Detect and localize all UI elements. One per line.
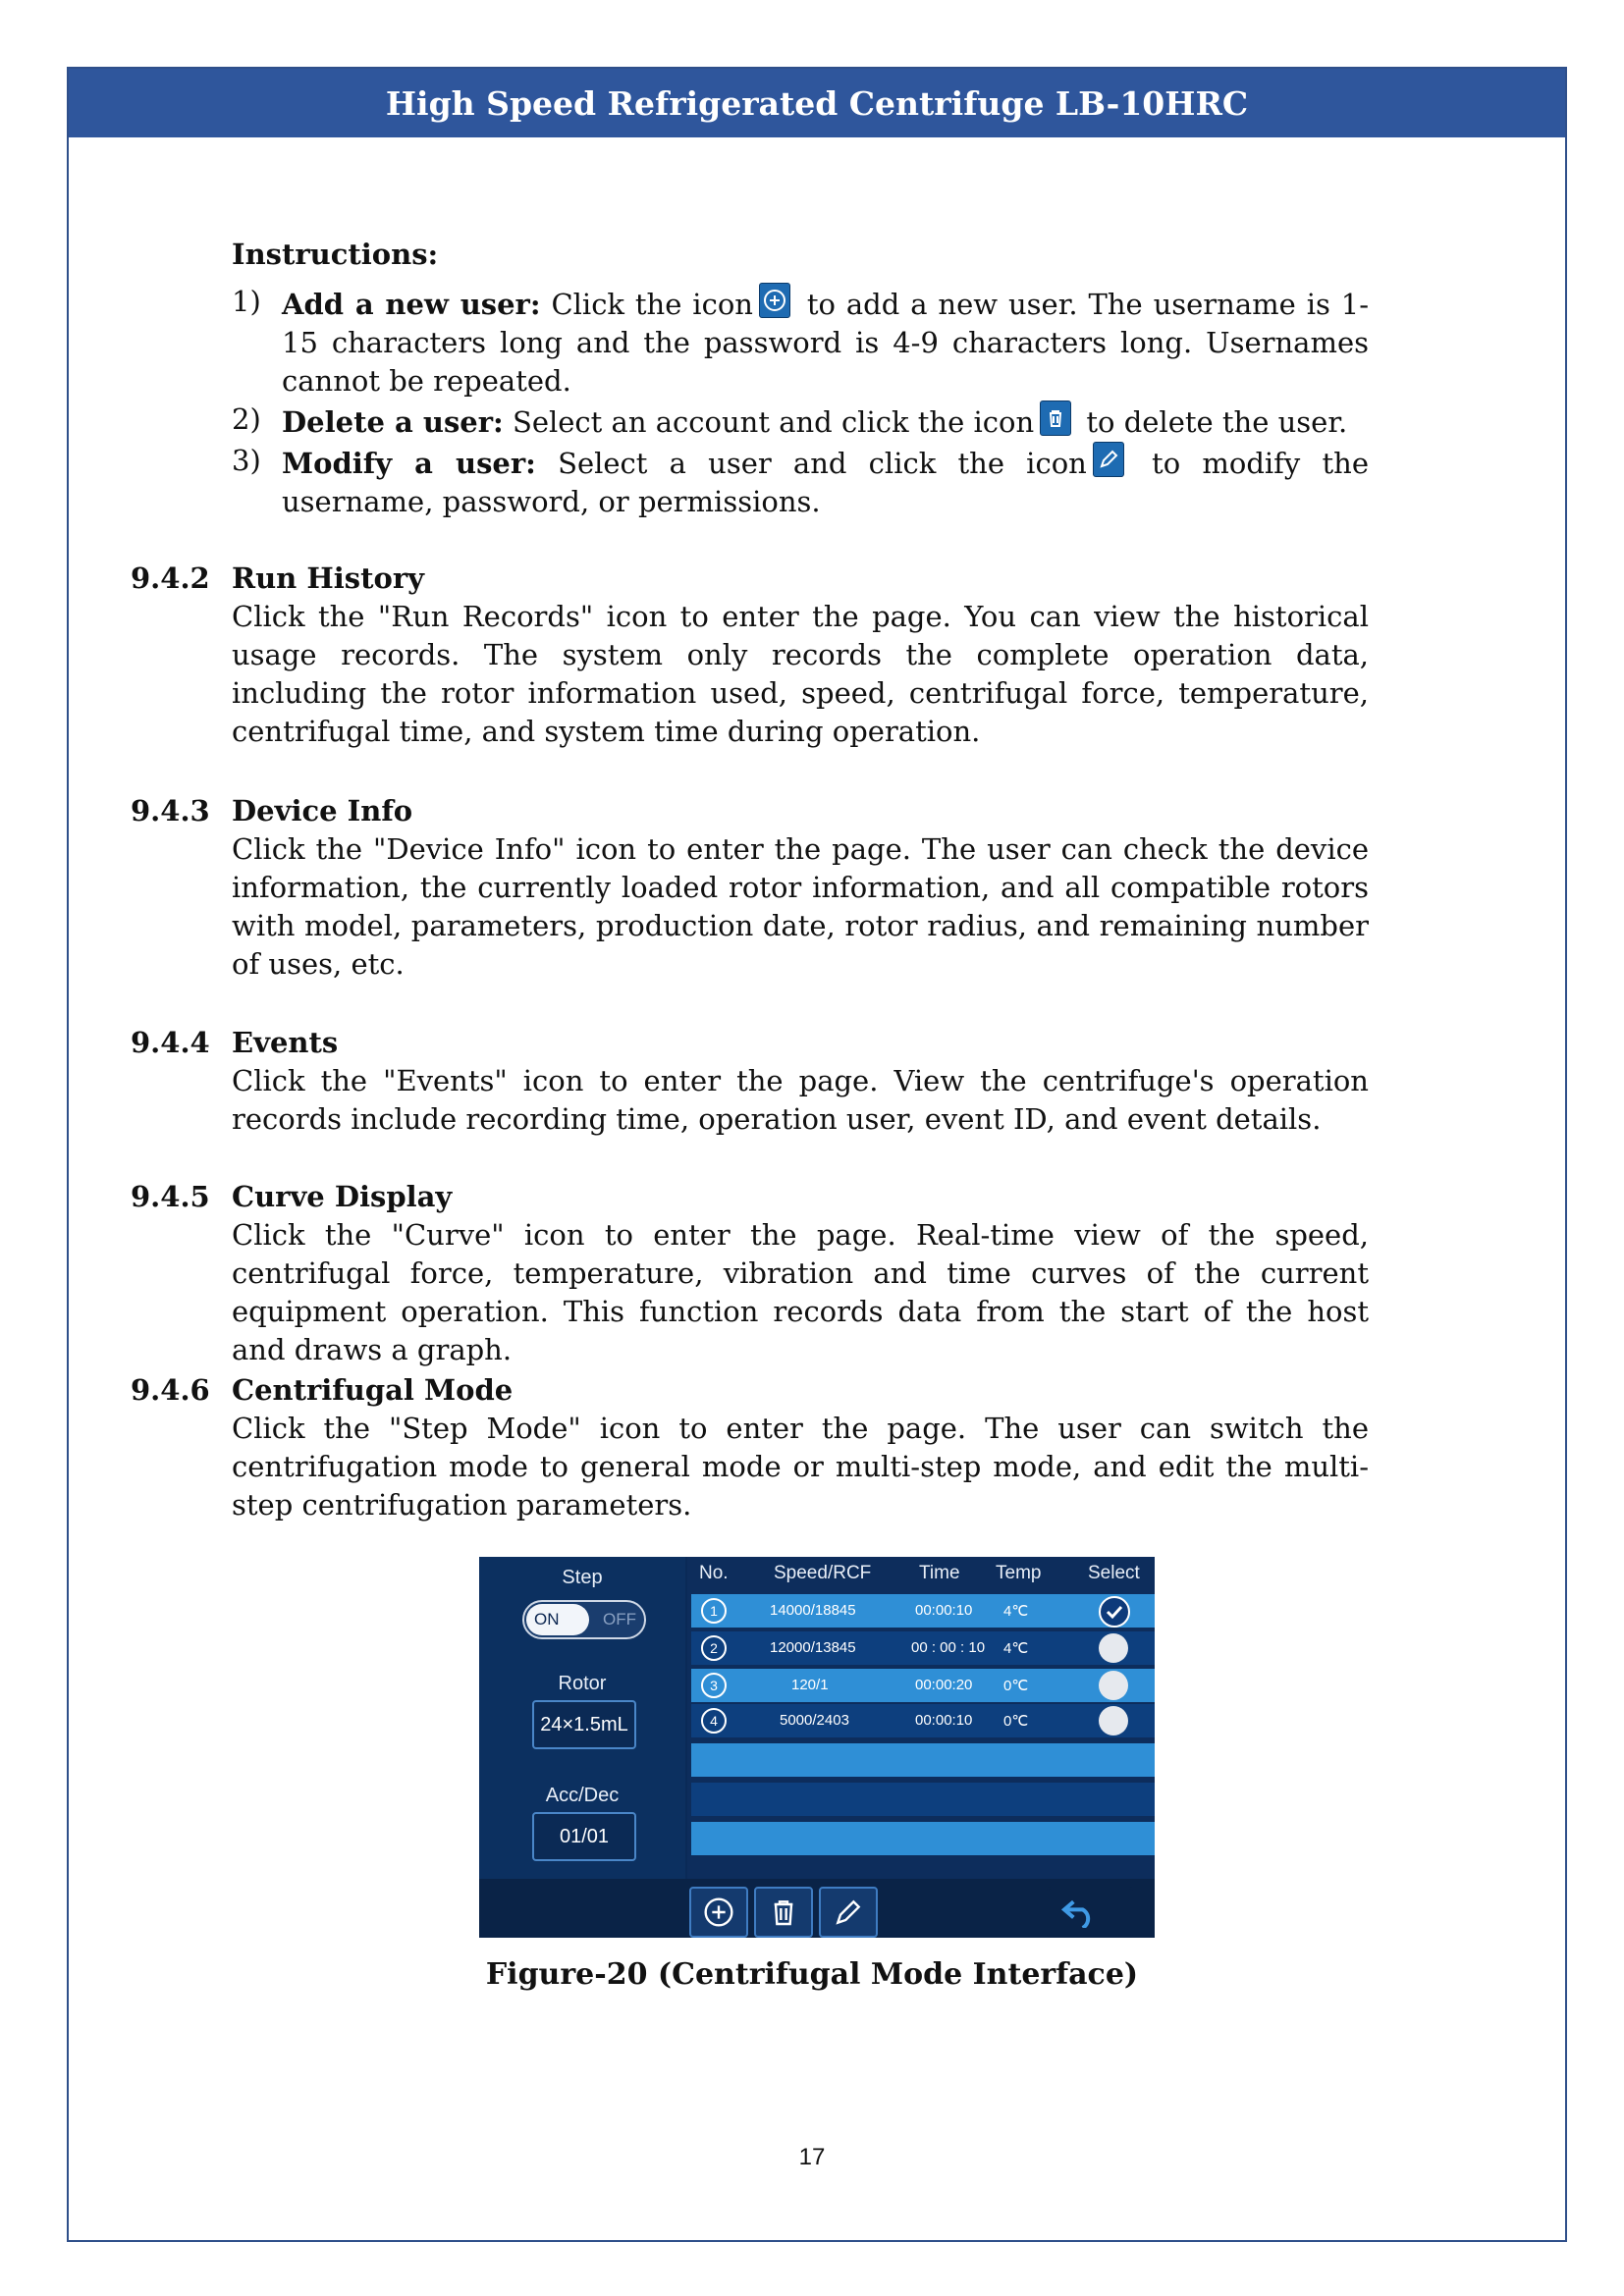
table-row[interactable]: [691, 1631, 1155, 1665]
table-row-empty: [691, 1822, 1155, 1855]
column-header: Speed/RCF: [774, 1563, 872, 1583]
undo-arrow-icon: [1060, 1896, 1100, 1928]
section-number: 9.4.2: [131, 561, 210, 595]
section-text: Click the "Device Info" icon to enter the page. The user can check the device information, the currently loaded rotor information, and all compatible rotors with model, parameters, production date, rotor radius, and remaining number of uses, etc.: [232, 832, 1369, 981]
item-pre: Click the icon: [540, 288, 753, 321]
column-header: Temp: [996, 1563, 1042, 1583]
section-number: 9.4.4: [131, 1026, 210, 1059]
row-time: 00:00:10: [915, 1602, 973, 1619]
section-text: Click the "Run Records" icon to enter the page. You can view the historical usage records. The system only records the complete operation data, including the rotor information used, speed, centrifugal force, temperature, centrifugal time, and system time during operation.: [232, 600, 1369, 748]
row-temp: 0℃: [1003, 1678, 1029, 1694]
row-temp: 4℃: [1003, 1603, 1029, 1620]
row-temp: 4℃: [1003, 1640, 1029, 1657]
toolbar: [479, 1879, 1155, 1938]
pencil-icon: [1093, 442, 1124, 477]
row-speed: 12000/13845: [770, 1639, 856, 1656]
row-time: 00 : 00 : 10: [911, 1639, 986, 1656]
back-button[interactable]: [1047, 1887, 1133, 1938]
row-number: 3: [701, 1673, 727, 1698]
column-header: Time: [919, 1563, 960, 1583]
section-title: Centrifugal Mode: [232, 1373, 514, 1407]
section-number: 9.4.3: [131, 794, 210, 828]
item-number: 1): [232, 285, 261, 318]
toggle-on-label: ON: [534, 1610, 560, 1629]
item-pre: Select a user and click the icon: [535, 447, 1087, 480]
step-settings-panel: [479, 1557, 685, 1879]
row-number: 2: [701, 1635, 727, 1661]
row-select[interactable]: [1099, 1671, 1128, 1700]
row-time: 00:00:10: [915, 1712, 973, 1729]
accdec-label: Acc/Dec: [545, 1785, 620, 1806]
row-number: 1: [701, 1598, 727, 1624]
add-circle-icon: [703, 1896, 734, 1928]
section-title: Device Info: [232, 794, 413, 828]
instruction-item-add: [232, 283, 1369, 400]
column-header: No.: [699, 1563, 729, 1583]
rotor-value-box[interactable]: 24×1.5mL: [532, 1700, 636, 1749]
item-text: [282, 442, 1369, 521]
instructions-heading: Instructions:: [232, 238, 439, 271]
accdec-value-box[interactable]: 01/01: [532, 1812, 636, 1861]
row-temp: 0℃: [1003, 1713, 1029, 1730]
row-select-checked[interactable]: [1099, 1596, 1130, 1628]
item-text: [282, 400, 1369, 442]
edit-step-button[interactable]: [819, 1887, 878, 1938]
row-number: 4: [701, 1708, 727, 1734]
delete-step-button[interactable]: [754, 1887, 813, 1938]
figure-caption: Figure-20 (Centrifugal Mode Interface): [485, 1957, 1139, 1992]
item-pre: Select an account and click the icon: [503, 405, 1035, 439]
row-select[interactable]: [1099, 1633, 1128, 1663]
section-title: Run History: [232, 561, 424, 595]
table-row[interactable]: [691, 1704, 1155, 1737]
table-row[interactable]: [691, 1594, 1155, 1628]
toggle-off-label: OFF: [603, 1610, 636, 1629]
add-circle-icon: [759, 283, 790, 318]
section-number: 9.4.6: [131, 1373, 210, 1407]
trash-icon: [768, 1896, 799, 1928]
instruction-item-delete: [232, 400, 1369, 442]
row-select[interactable]: [1099, 1706, 1128, 1735]
trash-icon: [1040, 400, 1071, 436]
item-post: to modify the username, password, or permissions.: [282, 447, 1369, 518]
section-title: Curve Display: [232, 1180, 453, 1213]
row-speed: 5000/2403: [780, 1712, 849, 1729]
row-speed: 14000/18845: [770, 1602, 856, 1619]
item-bold: Add a new user:: [282, 288, 541, 321]
step-toggle[interactable]: [522, 1600, 646, 1639]
step-table: [687, 1557, 1155, 1879]
section-text: Click the "Curve" icon to enter the page. Real-time view of the speed, centrifugal force, temperature, vibration and time curves of the current equipment operation. This function records data from the start of the host and draws a graph.: [232, 1218, 1369, 1366]
section-text: Click the "Events" icon to enter the page. View the centrifuge's operation records include recording time, operation user, event ID, and event details.: [232, 1064, 1369, 1136]
row-time: 00:00:20: [915, 1677, 973, 1693]
step-label: Step: [562, 1567, 603, 1588]
item-bold: Delete a user:: [282, 405, 504, 439]
table-row[interactable]: [691, 1669, 1155, 1702]
table-row-empty: [691, 1783, 1155, 1816]
section-title: Events: [232, 1026, 339, 1059]
add-step-button[interactable]: [689, 1887, 748, 1938]
centrifugal-mode-screenshot: [479, 1557, 1155, 1938]
table-row-empty: [691, 1743, 1155, 1777]
pencil-icon: [833, 1896, 864, 1928]
item-bold: Modify a user:: [282, 447, 536, 480]
item-number: 2): [232, 402, 261, 436]
header-title: High Speed Refrigerated Centrifuge LB-10HRC: [385, 83, 1249, 123]
section-number: 9.4.5: [131, 1180, 210, 1213]
item-post: to delete the user.: [1077, 405, 1348, 439]
page-number: 17: [798, 2144, 826, 2170]
section-text: Click the "Step Mode" icon to enter the page. The user can switch the centrifugation mode to general mode or multi-step mode, and edit the multi-step centrifugation parameters.: [232, 1412, 1369, 1522]
instruction-item-modify: [232, 442, 1369, 521]
rotor-label: Rotor: [558, 1673, 607, 1694]
row-speed: 120/1: [791, 1677, 829, 1693]
item-number: 3): [232, 444, 261, 477]
item-post: to add a new user. The username is 1-15 characters long and the password is 4-9 characters long. Usernames cannot be repeated.: [282, 288, 1370, 398]
item-text: [282, 283, 1369, 400]
column-header: Select: [1088, 1563, 1140, 1583]
